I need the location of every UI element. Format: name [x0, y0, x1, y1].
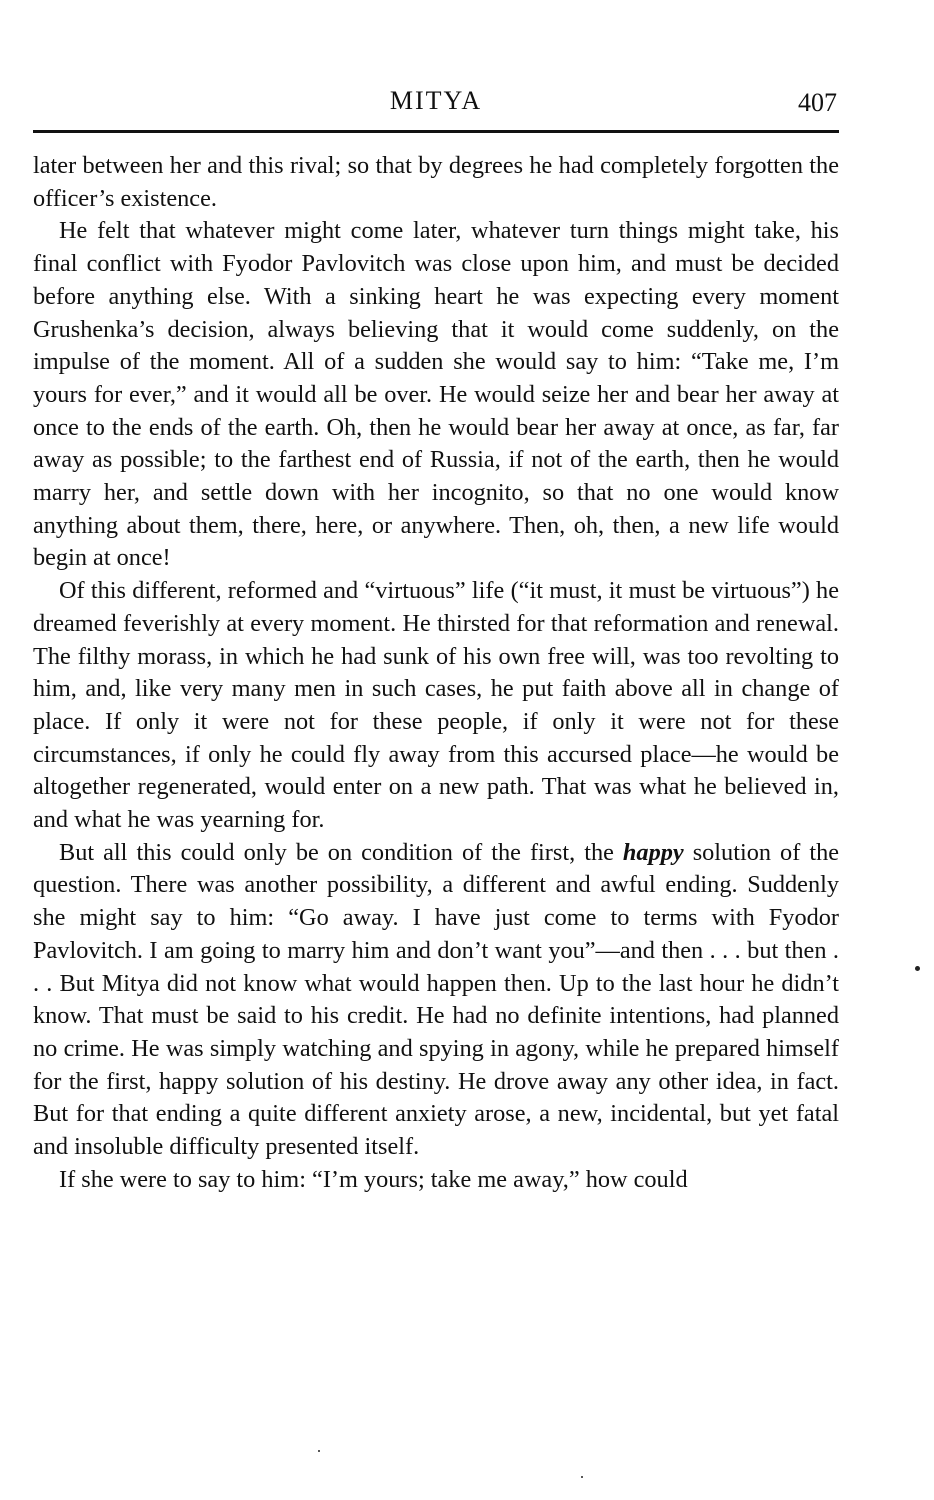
paragraph-4-before: But all this could only be on condition of the first, the [59, 838, 623, 866]
running-title: MITYA [389, 86, 483, 115]
paragraph-3: Of this different, reformed and “virtuous” life (“it must, it must be virtuous”) he dreamed feverishly at every moment. He thirsted for that reformation and renewal. The filthy morass, in which he had sunk of his own free will, was too revolting to him, and, like very many men in such cases, he put faith above all in change of place. If only it were not for these people, if only it were not for these circumstances, if only he could fly away from this accursed place—he would be altogether regenerated, would enter on a new path. That was what he believed in, and what he was yearning for. [33, 577, 839, 834]
paragraph-4 [33, 837, 839, 1164]
emphasis-happy: happy [622, 838, 684, 866]
paragraph-5: If she were to say to him: “I’m yours; take me away,” how could [59, 1165, 688, 1193]
scan-speck [581, 1476, 583, 1478]
page-number: 407 [798, 88, 837, 117]
paragraph-1: later between her and this rival; so that by degrees he had completely forgotten the officer’s existence. [33, 152, 839, 212]
body-text [33, 150, 839, 1197]
page-header [33, 86, 839, 122]
paragraph-2: He felt that whatever might come later, whatever turn things might take, his final conflict with Fyodor Pavlovitch was close upon him, and must be decided before anything else. With a sinking heart he was expecting every moment Grushenka’s decision, always believing that it would come suddenly, on the impulse of the moment. All of a sudden she would say to him: “Take me, I’m yours for ever,” and it would all be over. He would seize her and bear her away at once to the ends of the earth. Oh, then he would bear her away at once, as far, far away as possible; to the farthest end of Russia, if not of the earth, then he would marry her, and settle down with her incognito, so that no one would know anything about them, there, here, or anywhere. Then, oh, then, a new life would begin at once! [33, 217, 839, 572]
paragraph-4-after: solution of the question. There was another possibility, a different and awful ending. Suddenly she might say to him: “Go away. I have just come to terms with Fyodor Pavlovitch. I am going to marry him and don’t want you”—and then . . . but then . . . But Mitya did not know what would happen then. Up to the last hour he didn’t know. That must be said to his credit. He had no definite intentions, had planned no crime. He was simply watching and spying in agony, while he prepared himself for the first, happy solution of his destiny. He drove away any other idea, in fact. But for that ending a quite different anxiety arose, a new, incidental, but yet fatal and insoluble difficulty presented itself. [33, 838, 839, 1161]
scan-speck [915, 966, 920, 971]
header-rule [33, 130, 839, 133]
scan-speck [318, 1450, 320, 1452]
